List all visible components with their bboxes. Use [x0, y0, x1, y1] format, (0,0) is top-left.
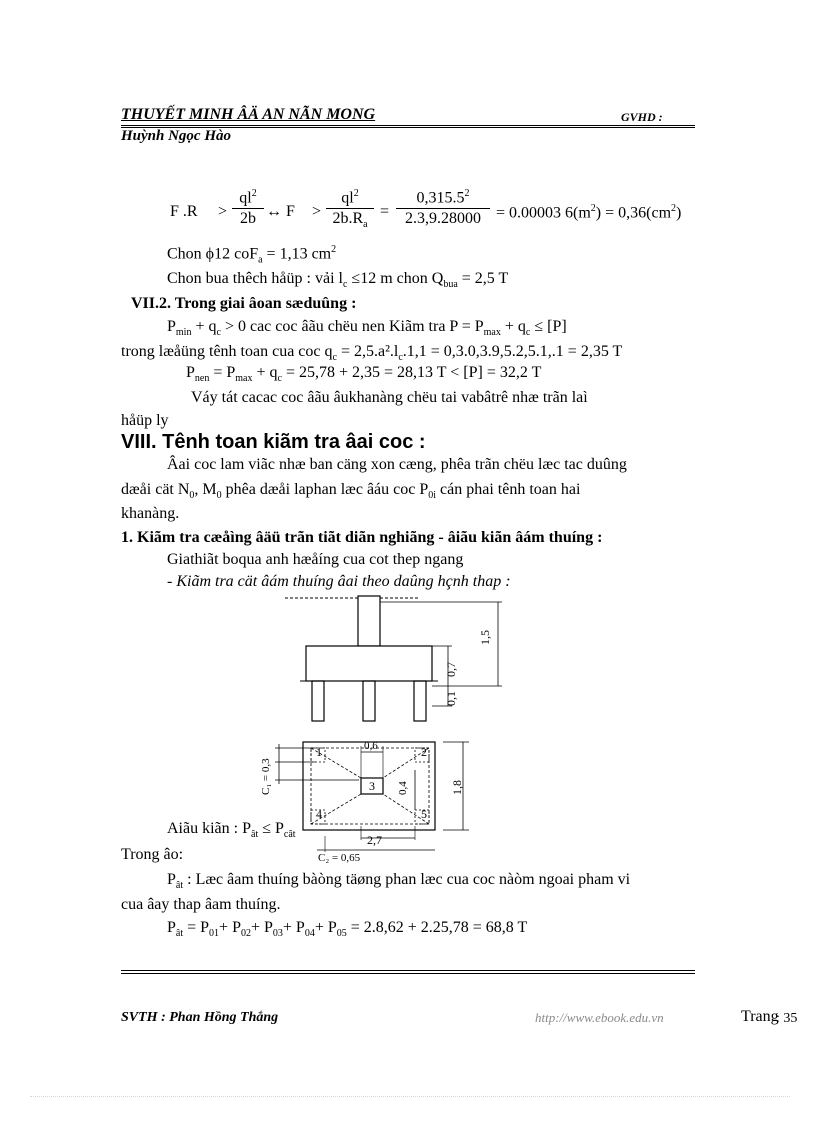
pmin-d: + q	[500, 318, 526, 335]
formula-eq: =	[380, 203, 390, 220]
dim-label-1-5: 1,5	[478, 630, 492, 645]
sum-sub1: 01	[209, 928, 220, 940]
hop-ly-line: håüp ly	[121, 412, 169, 429]
pnen-c: + q	[252, 364, 278, 381]
formula-result-a: = 0.00003 6(m	[496, 204, 591, 222]
chon-phi12-line: Chon ϕ12 coF$_a$ = 1,13 $cm^2$	[167, 244, 337, 266]
page-label: Trang	[741, 1008, 779, 1025]
chon-bua-line	[167, 270, 508, 290]
dim-label-1-8: 1,8	[450, 780, 464, 795]
pile-label-3: 3	[369, 779, 375, 793]
dim-label-2-7: 2,7	[367, 833, 382, 847]
pmin-e: ≤ [P]	[530, 318, 567, 335]
chon1-rest: = 1,13 cm	[262, 245, 332, 263]
pmin-sub3: max	[483, 327, 501, 339]
formula-result: = 0.00003 $6(m^2) = 0,36(cm^2)$	[496, 203, 682, 222]
dim-label-0-4: 0,4	[397, 781, 409, 795]
formula-gt-2: >	[312, 203, 322, 220]
dai-coc-line3: khanàng.	[121, 505, 180, 522]
section-vii2-heading: VII.2. Trong giai âoan sæduûng :	[131, 295, 357, 312]
c2-label: C₂ = 0,65	[318, 852, 361, 864]
sum-c: + P	[219, 919, 241, 936]
fraction-ql2-2bRa: $ql^2$ $2b.R_a$	[326, 188, 374, 231]
formula-lhs: F .R	[170, 203, 198, 220]
chon2-sub2: bua	[443, 279, 458, 291]
footer-rule-2	[121, 973, 695, 974]
pnen-line	[186, 364, 541, 384]
dk-a: Aiãu kiãn : P	[167, 820, 251, 837]
sum-sub0: ât	[175, 928, 184, 940]
frac3-den: 2.3,9.28000	[405, 210, 481, 228]
pile-label-4: 4	[316, 807, 322, 821]
pdt-line	[167, 871, 630, 891]
vay-tat-line: Váy tát cacac coc âãu âukhanàng chëu tai vabâtrê nhæ trãn laì	[191, 389, 588, 406]
chon1-a: Chon ϕ12 coF	[167, 245, 259, 263]
frac-den: 2b	[240, 210, 256, 228]
dai2-b: , M	[194, 481, 217, 498]
fraction-values: 0,315.5$^2$ 2.3,9.28000	[396, 188, 490, 228]
trong-a: trong læåüng tênh toan cua coc q	[121, 343, 333, 360]
chon1-sub: a	[258, 254, 263, 266]
gia-thiet-line: Giathiãt boqua anh hæåíng cua cot thep ngang	[167, 551, 464, 568]
formula-iff: ↔ F	[266, 203, 295, 220]
pmin-sub: min	[175, 327, 192, 339]
pnen-d: = 25,78 + 2,35 = 28,13 T < [P] = 32,2 T	[281, 364, 542, 381]
dai-coc-line2	[121, 481, 580, 501]
sum-sub2: 02	[240, 928, 251, 940]
dieu-kien-line	[167, 820, 296, 840]
frac3-num: 0,315.5	[416, 189, 465, 207]
sum-sub4: 04	[304, 928, 315, 940]
pnen-a: P	[186, 364, 195, 381]
header-rule	[121, 125, 695, 126]
pnen-sub: nen	[194, 373, 210, 385]
trong-luong-line	[121, 343, 622, 363]
page-number: : 35	[776, 1011, 798, 1026]
kiem-tra-subheading: - Kiãm tra cät âám thuíng âai theo daûng hçnh thap :	[167, 573, 511, 590]
dk-sub: ât	[251, 829, 259, 841]
chon2-sub: c	[342, 279, 348, 291]
dai-coc-line1: Âai coc lam viãc nhæ ban cäng xon cæng, phêa trãn chëu læc tac duûng	[167, 456, 627, 473]
sum-e: + P	[282, 919, 305, 936]
document-title: THUYẾT MINH ÂÄ AN NÃN MONG	[121, 106, 376, 123]
chon2-rest: ≤12 m chon Q	[347, 270, 444, 287]
pdt-b: : Læc âam thuíng bàòng täøng phan læc cua coc nàòm ngoai pham vi	[183, 871, 631, 888]
trong-b: = 2,5.a².l	[336, 343, 399, 360]
pnen-sub2: max	[235, 373, 253, 385]
dk-sub2: cât	[283, 829, 296, 841]
dk-b: ≤ P	[258, 820, 284, 837]
pmin-c: > 0 cac coc âãu chëu nen Kiãm tra P = P	[220, 318, 484, 335]
pmin-sub2: c	[216, 327, 221, 339]
cua-day-line: cua âay thap âam thuíng.	[121, 896, 281, 913]
dim-label-0-7: 0,7	[444, 662, 458, 677]
pdt-sub: ât	[175, 880, 184, 892]
pile-label-2: 2	[421, 745, 427, 759]
pmin-a: P	[167, 318, 176, 335]
foundation-elevation-drawing	[270, 588, 530, 728]
dim-label-0-1: 0,1	[444, 691, 458, 706]
kiem-tra-heading: 1. Kiãm tra cæåìng âäü trãn tiãt diãn nghiãng - âiãu kiãn âám thuíng :	[121, 529, 603, 546]
fraction-ql2-2b: $ql^2$ 2b	[232, 188, 264, 228]
author-name: Huỳnh Ngọc Hào	[121, 128, 232, 144]
pnen-b: = P	[209, 364, 236, 381]
frac2-den: 2b.R	[332, 210, 364, 228]
sum-b: = P	[183, 919, 210, 936]
dai2-c: phêa dæåi laphan læc âáu coc P	[221, 481, 429, 498]
sum-a: P	[167, 919, 176, 936]
foundation-plan-drawing	[255, 738, 475, 862]
trong-do-line: Trong âo:	[121, 846, 184, 863]
sum-sub3: 03	[272, 928, 283, 940]
sum-d: + P	[250, 919, 273, 936]
chon2-rest2: = 2,5 T	[457, 270, 509, 287]
footer-rule	[121, 970, 695, 971]
dai2-sub2: 0	[216, 490, 222, 502]
sum-f: + P	[314, 919, 337, 936]
pmin-line	[167, 318, 567, 338]
sum-g: = 2.8,62 + 2.25,78 = 68,8 T	[346, 919, 528, 936]
c1-label: C₁ = 0,3	[260, 758, 272, 795]
pdt-sum-line	[167, 919, 527, 939]
formula-result-c: )	[676, 204, 682, 222]
pile-label-1: 1	[316, 745, 322, 759]
section-viii-heading: VIII. Tênh toan kiãm tra âai coc :	[121, 431, 426, 453]
student-name: SVTH : Phan Hồng Thắng	[121, 1010, 279, 1025]
dai2-a: dæåi cät N	[121, 481, 190, 498]
pile-label-5: 5	[421, 807, 427, 821]
dai2-sub1: 0	[189, 490, 195, 502]
sum-sub5: 05	[336, 928, 347, 940]
pnen-sub3: c	[277, 373, 282, 385]
trong-sub: c	[332, 352, 337, 364]
supervisor-label: GVHD :	[621, 110, 663, 124]
frac2-num: ql	[341, 189, 354, 207]
trong-c: .1,1 = 0,3.0,3.9,5.2,5.1,.1 = 2,35 T	[402, 343, 623, 360]
dai2-sub3: 0i	[428, 490, 437, 502]
formula-result-b: ) = 0,36(cm	[595, 204, 672, 222]
pdt-a: P	[167, 871, 176, 888]
bottom-dotted-line	[30, 1096, 790, 1097]
pmin-sub4: c	[525, 327, 531, 339]
dim-label-0-6: 0,6	[364, 740, 378, 752]
dai2-d: cán phai tênh toan hai	[436, 481, 581, 498]
trong-sub2: c	[398, 352, 403, 364]
chon2-a: Chon bua thêch håüp : vải l	[167, 270, 343, 287]
frac-num: ql	[239, 189, 252, 207]
pmin-b: + q	[191, 318, 217, 335]
source-url: http://www.ebook.edu.vn	[535, 1010, 664, 1025]
formula-gt: >	[218, 203, 228, 220]
